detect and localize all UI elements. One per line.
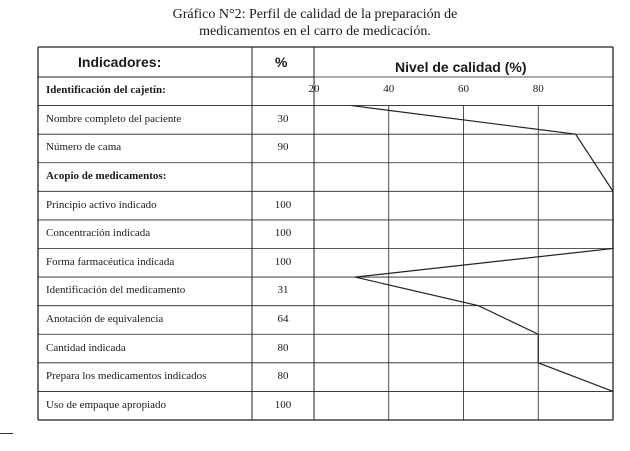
section-label: Identificación del cajetín: xyxy=(46,84,166,97)
indicator-label: Número de cama xyxy=(46,141,122,154)
indicators-header: Indicadores: xyxy=(78,54,162,70)
indicator-label: Anotación de equivalencia xyxy=(46,312,164,325)
indicator-label: Forma farmacéutica indicada xyxy=(46,255,175,268)
percent-value: 100 xyxy=(274,198,292,211)
chart-title-line1: Gráfico N°2: Perfil de calidad de la preparación de xyxy=(172,7,458,22)
quality-level-header: Nivel de calidad (%) xyxy=(395,59,527,75)
x-tick-label: 20 xyxy=(308,83,320,96)
percent-value: 31 xyxy=(277,284,289,297)
percent-value: 80 xyxy=(277,341,289,354)
indicator-label: Uso de empaque apropiado xyxy=(46,398,167,411)
percent-value: 100 xyxy=(274,398,292,411)
indicator-label: Prepara los medicamentos indicados xyxy=(46,370,207,383)
indicator-label: Nombre completo del paciente xyxy=(46,112,182,125)
percent-value: 64 xyxy=(277,312,289,325)
indicator-label: Identificación del medicamento xyxy=(46,284,186,297)
percent-value: 30 xyxy=(277,112,289,125)
percent-value: 100 xyxy=(274,227,292,240)
x-tick-label: 40 xyxy=(383,83,395,96)
percent-value: 90 xyxy=(277,141,289,154)
indicator-label: Concentración indicada xyxy=(46,227,151,240)
percent-value: 80 xyxy=(277,370,289,383)
indicator-label: Principio activo indicado xyxy=(46,198,157,211)
section-label: Acopio de medicamentos: xyxy=(46,170,167,183)
x-tick-label: 60 xyxy=(458,83,469,96)
x-tick-label: 80 xyxy=(532,83,544,96)
percent-header: % xyxy=(275,54,288,70)
chart-title-line2: medicamentos en el carro de medicación. xyxy=(199,24,431,39)
indicator-label: Cantidad indicada xyxy=(46,341,126,354)
percent-value: 100 xyxy=(274,255,292,268)
margin-mark xyxy=(0,433,13,434)
